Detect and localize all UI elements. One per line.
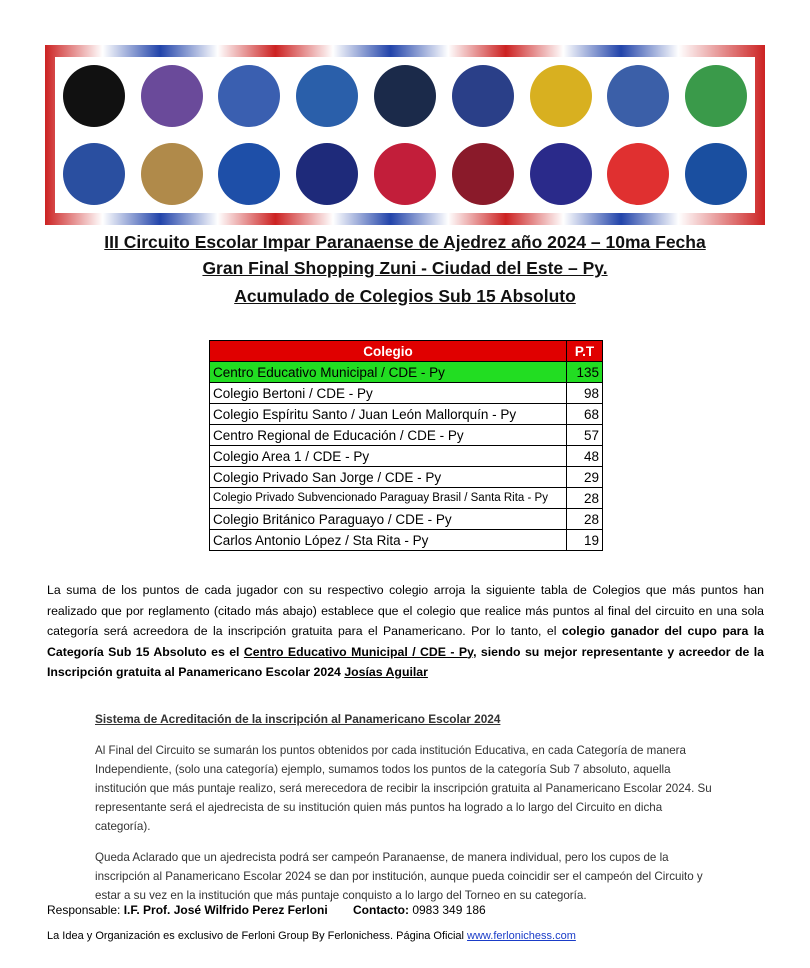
header-pt: P.T: [567, 341, 603, 362]
table-row: [210, 404, 603, 425]
sponsor-logos-banner: [45, 45, 765, 225]
table-row: [210, 509, 603, 530]
school-logo: [296, 65, 358, 127]
table-row: [210, 530, 603, 551]
rules-heading: Sistema de Acreditación de la inscripción al Panamericano Escolar 2024: [95, 712, 501, 726]
table-row: [210, 488, 603, 509]
table-row: [210, 383, 603, 404]
credit-line: La Idea y Organización es exclusivo de Ferloni Group By Ferlonichess. Página Oficial www.ferlonichess.com: [47, 930, 576, 942]
rules-paragraph-1: Al Final del Circuito se sumarán los puntos obtenidos por cada institución Educativa, en cada Categoría de manera Independiente, (solo una categoría) ejemplo, sumamos todos los puntos de la categoría Sub 7 absoluto, aquella institución que más puntaje realizo, será merecedora de recibir la inscripción gratuita al Panamericano Escolar 2024. Su representante será el ajedrecista de su institución quien más puntos ha logrado a lo largo del Circuito en dicha categoría).: [95, 744, 712, 833]
school-logo: [452, 143, 514, 205]
school-name: Centro Educativo Municipal / CDE - Py: [210, 362, 567, 383]
school-logo: [141, 65, 203, 127]
school-name: Colegio Privado Subvencionado Paraguay Brasil / Santa Rita - Py: [210, 488, 567, 509]
points: 28: [567, 509, 603, 530]
school-name: Colegio Bertoni / CDE - Py: [210, 383, 567, 404]
school-logo: [530, 143, 592, 205]
school-name: Carlos Antonio López / Sta Rita - Py: [210, 530, 567, 551]
school-logo: [374, 65, 436, 127]
table-row: [210, 362, 603, 383]
school-logo: [63, 65, 125, 127]
points: 29: [567, 467, 603, 488]
title-line-1: III Circuito Escolar Impar Paranaense de Ajedrez año 2024 – 10ma Fecha: [104, 232, 706, 252]
standings-table: [209, 340, 603, 551]
school-logo: [685, 65, 747, 127]
school-name: Colegio Espíritu Santo / Juan León Mallorquín - Py: [210, 404, 567, 425]
responsible-line: Responsable: I.F. Prof. José Wilfrido Perez Ferloni Contacto: 0983 349 186: [47, 903, 486, 917]
title-line-3: Acumulado de Colegios Sub 15 Absoluto: [234, 286, 576, 306]
school-name: Colegio Británico Paraguayo / CDE - Py: [210, 509, 567, 530]
school-logo: [218, 143, 280, 205]
school-logo: [296, 143, 358, 205]
school-name: Colegio Privado San Jorge / CDE - Py: [210, 467, 567, 488]
school-logo: [530, 65, 592, 127]
title-line-2: Gran Final Shopping Zuni - Ciudad del Este – Py.: [202, 258, 608, 278]
website-link[interactable]: www.ferlonichess.com: [467, 930, 576, 942]
results-paragraph: La suma de los puntos de cada jugador con su respectivo colegio arroja la siguiente tabla de Colegios que más puntos han realizado que por reglamento (citado más abajo) establece que el colegio que realice más puntos al final del circuito en una sola categoría será acreedora de la inscripción gratuita para el Panamericano. Por lo tanto, el colegio ganador del cupo para la Categoría Sub 15 Absoluto es el Centro Educativo Municipal / CDE - Py, siendo su mejor representante y acreedor de la Inscripción gratuita al Panamericano Escolar 2024 Josías Aguilar: [47, 583, 765, 679]
points: 68: [567, 404, 603, 425]
rules-section: [95, 710, 715, 917]
school-logo: [685, 143, 747, 205]
table-row: [210, 446, 603, 467]
school-logo: [607, 65, 669, 127]
rules-paragraph-2: Queda Aclarado que un ajedrecista podrá ser campeón Paranaense, de manera individual, pero los cupos de la inscripción al Panamericano Escolar 2024 se dan por institución, aunque pueda coincidir ser el campeón del Circuito y estar a su vez en la institución que más puntaje conquisto a lo largo del Torneo en su categoría.: [95, 851, 703, 902]
points: 98: [567, 383, 603, 404]
points: 48: [567, 446, 603, 467]
points: 135: [567, 362, 603, 383]
points: 28: [567, 488, 603, 509]
school-name: Centro Regional de Educación / CDE - Py: [210, 425, 567, 446]
points: 19: [567, 530, 603, 551]
school-logo: [374, 143, 436, 205]
header-colegio: Colegio: [210, 341, 567, 362]
school-logo: [63, 143, 125, 205]
school-logo: [607, 143, 669, 205]
winner-school: Centro Educativo Municipal / CDE - Py: [243, 644, 474, 659]
school-logo: [141, 143, 203, 205]
table-row: [210, 425, 603, 446]
school-logo: [452, 65, 514, 127]
table-row: [210, 467, 603, 488]
points: 57: [567, 425, 603, 446]
school-logo: [218, 65, 280, 127]
school-name: Colegio Area 1 / CDE - Py: [210, 446, 567, 467]
winner-player: Josías Aguilar: [344, 665, 428, 679]
